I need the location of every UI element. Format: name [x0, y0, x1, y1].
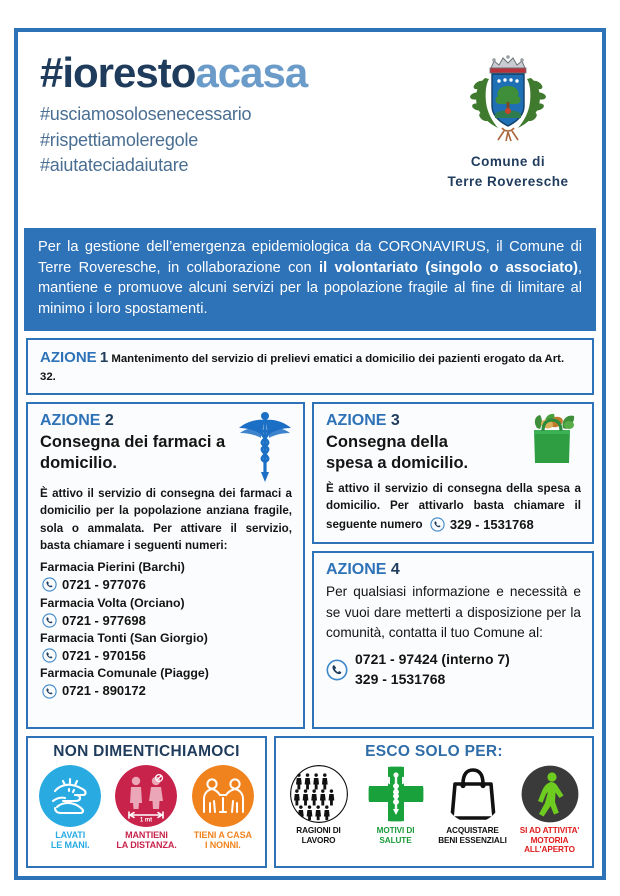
pharmacy-phone-row[interactable] [42, 682, 292, 699]
reminder-item [108, 765, 184, 851]
reason-caption [377, 826, 415, 845]
azione-4-phone-2: 329 - 1531768 [355, 670, 446, 687]
reason-item [357, 765, 434, 845]
non-dimentichiamoci-section [26, 736, 267, 868]
comune-name [447, 152, 568, 191]
social-distance-icon [115, 765, 177, 827]
comune-name-line1: Comune di [470, 154, 546, 169]
reason-caption [438, 826, 507, 845]
pharmacy-phone-number: 0721 - 977076 [62, 577, 146, 593]
pharmacy-name: Farmacia Volta (Orciano) [40, 595, 185, 610]
azione-1-label: AZIONE [40, 348, 97, 366]
phone-icon [42, 648, 57, 663]
poster-frame [14, 28, 606, 880]
pharmacy-phone-row[interactable] [42, 576, 292, 593]
secondary-hashtag: #usciamosolosenecessario [40, 104, 252, 124]
phone-icon [42, 684, 57, 699]
reminder-caption-line1: MANTIENI [125, 830, 168, 840]
reminder-caption-line2: LE MANI. [50, 840, 90, 851]
reason-caption-line2: MOTORIA [530, 835, 569, 845]
reason-caption [520, 826, 580, 855]
azione-3-header [326, 412, 581, 480]
azione-1-box [26, 338, 594, 395]
main-hashtag-dark: #ioresto [40, 49, 196, 96]
reason-item [280, 765, 357, 845]
reminder-caption-line1: TIENI A CASA [193, 830, 252, 840]
reminder-caption [116, 830, 176, 851]
azione-3-label: AZIONE [326, 412, 387, 430]
reason-caption-line2: LAVORO [301, 835, 336, 845]
pharmacy-phone-number: 0721 - 970156 [62, 648, 146, 663]
reason-caption-line1: SI AD ATTIVITA' [519, 826, 580, 835]
phone-icon [42, 613, 57, 628]
azione-3-heading-line2: spesa a domicilio. [326, 453, 469, 472]
azione-4-title [326, 561, 581, 579]
azione-2-header [40, 412, 292, 485]
reason-caption-line2: SALUTE [379, 835, 412, 845]
azione-2-number: 2 [104, 412, 114, 430]
reminder-item [32, 765, 108, 851]
pharmacy-phone-row[interactable] [42, 612, 292, 629]
banner-text-bold: il volontariato (singolo o associato) [319, 259, 578, 276]
pharmacy-name: Farmacia Comunale (Piagge) [40, 666, 209, 681]
pharmacy-phone-number: 0721 - 890172 [62, 683, 146, 699]
phone-icon [42, 577, 57, 592]
shopping-bag-icon [444, 765, 502, 823]
azione-1-text: Mantenimento del servizio di prelievi ematici a domicilio dei pazienti erogato da Art. 32. [40, 352, 565, 383]
esco-solo-per-box [274, 736, 594, 868]
reason-caption-line1: ACQUISTARE [446, 826, 499, 835]
azione-3-box [312, 402, 594, 544]
azione-3-phone-row[interactable] [430, 515, 534, 535]
grocery-bag-icon [525, 410, 579, 468]
non-dimentichiamoci-icons [32, 765, 261, 863]
azione-3-title [326, 412, 468, 430]
actions-middle-row [26, 402, 594, 729]
reminder-caption [51, 830, 90, 851]
comune-name-line2: Terre Roveresche [447, 173, 569, 189]
azione-3-heading [326, 432, 468, 474]
banner-text-part1: Per la gestione dell’emergenza epidemiologica da CORONAVIRUS, il Comune di Terre Roveresche, in collaborazione con [38, 239, 582, 276]
pharmacy-phone-number: 0721 - 977698 [62, 612, 146, 628]
azione-4-body: Per qualsiasi informazione e necessità e se vuoi dare metterti a disposizione per la comunità, contatta il tuo Comune al: [326, 584, 581, 641]
bottom-row [26, 736, 594, 868]
azione-3-4-column [312, 402, 594, 729]
reminder-item [185, 765, 261, 851]
wash-hands-icon [39, 765, 101, 827]
header-hashtags [40, 46, 424, 179]
reminder-caption-line2: LA DISTANZA. [116, 840, 177, 851]
main-hashtag [40, 49, 424, 96]
pharmacy-list [40, 559, 292, 700]
pharmacy-phone-row[interactable] [42, 647, 292, 664]
reason-caption-line3: ALL'APERTO [524, 845, 575, 855]
secondary-hashtag: #rispettiamoleregole [40, 129, 199, 150]
azione-2-heading: Consegna dei farmaci a domicilio. [40, 433, 226, 472]
main-hashtag-light: acasa [195, 49, 308, 96]
azione-2-column [26, 402, 305, 729]
azione-2-label: AZIONE [40, 412, 101, 430]
azione-3-body-text: È attivo il servizio di consegna della spesa a domicilio. Per attivarlo basta chiamare il seguente numero [326, 481, 581, 531]
azione-4-phone-block[interactable] [326, 650, 581, 689]
azione-3-body [326, 480, 581, 534]
walking-person-icon [521, 765, 579, 823]
azione-4-phone-1: 0721 - 97424 (interno 7) [355, 650, 510, 667]
reason-item [434, 765, 511, 845]
intro-banner [24, 228, 596, 331]
workers-icon [290, 765, 348, 823]
non-dimentichiamoci-title: NON DIMENTICHIAMOCI [53, 743, 240, 760]
azione-4-number: 4 [390, 561, 400, 578]
esco-solo-per-section [274, 736, 594, 868]
secondary-hashtag: #aiutateciadaiutare [40, 155, 189, 176]
phone-icon [326, 659, 348, 681]
azione-4-box [312, 551, 594, 729]
reason-caption-line2: BENI ESSENZIALI [438, 835, 507, 845]
pharmacy-item [40, 630, 292, 664]
pharmacy-name: Farmacia Pierini (Barchi) [40, 560, 185, 575]
distance-label: 1 mt [140, 817, 153, 824]
reason-caption-line1: RAGIONI DI [296, 826, 341, 835]
azione-3-number: 3 [390, 412, 400, 430]
pharmacy-item [40, 595, 292, 629]
poster-header [18, 32, 602, 228]
esco-solo-per-icons [280, 765, 588, 863]
azione-2-body: È attivo il servizio di consegna dei farmaci a domicilio per la popolazione anziana fragile, sola o ammalata. Per attivare il servizio, basta chiamare i seguenti numeri: [40, 486, 292, 552]
pharmacy-item [40, 559, 292, 593]
non-dimentichiamoci-box [26, 736, 267, 868]
reminder-caption [194, 830, 252, 851]
reason-caption [296, 826, 341, 845]
pharmacy-item [40, 665, 292, 699]
azione-3-heading-line1: Consegna della [326, 433, 448, 452]
reminder-caption-line1: LAVATI [55, 830, 86, 840]
azione-1-number: 1 [99, 348, 109, 366]
coat-of-arms-icon [465, 52, 551, 144]
elderly-at-home-icon [192, 765, 254, 827]
azione-2-box [26, 402, 305, 729]
reason-caption-line1: MOTIVI DI [376, 826, 415, 835]
reason-item [511, 765, 588, 855]
esco-solo-per-title: ESCO SOLO PER: [365, 743, 503, 760]
header-crest-block [424, 46, 592, 191]
azione-4-label: AZIONE [326, 561, 387, 578]
azione-4-phone-numbers [355, 650, 510, 689]
pharmacy-name: Farmacia Tonti (San Giorgio) [40, 631, 208, 646]
pharmacy-cross-icon [367, 765, 425, 823]
reminder-caption-line2: I NONNI. [204, 840, 241, 851]
azione-2-title [40, 412, 232, 430]
caduceus-icon [236, 410, 294, 482]
azione-3-phone-number: 329 - 1531768 [449, 516, 534, 532]
phone-icon [430, 517, 445, 532]
banner-text-part2: , mantiene e promuove alcuni servizi per la popolazione fragile al fine di limitare al minimo i loro spostamenti. [38, 259, 583, 318]
